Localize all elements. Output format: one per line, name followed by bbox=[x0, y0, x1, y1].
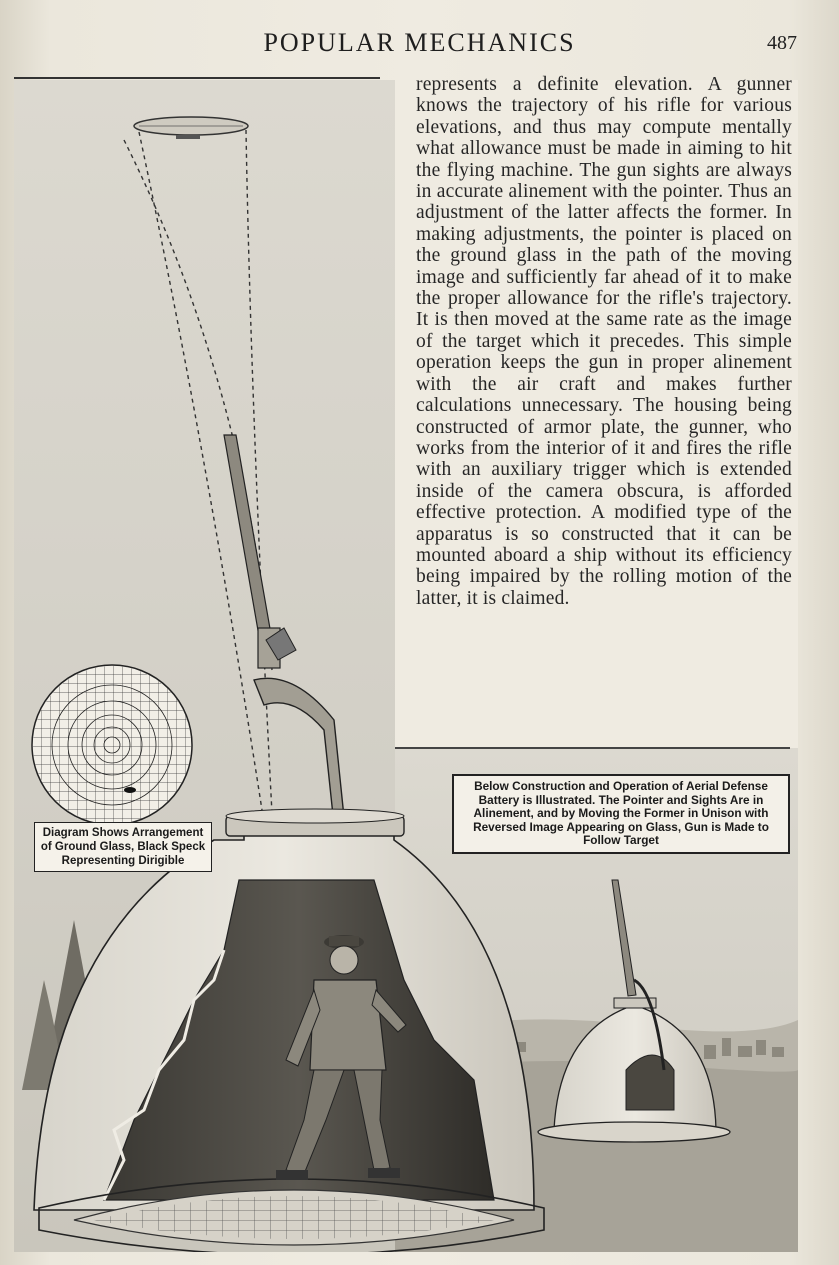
main-illustration-caption: Below Construction and Operation of Aerial Defense Battery is Illustrated. The Pointer and Sights Are in Alinement, and by Moving the Former in Unison with Reversed Image Appearing on Glass, Gun is Made to Follow Target bbox=[452, 774, 790, 854]
article-body-text: represents a definite elevation. A gunner knows the trajectory of his rifle for various elevations, and thus may compute mentally what allowance must be made in aiming to hit the flying machine. The gun sights are always in accurate alinement with the pointer. Thus an adjustment of the latter affects the former. In making adjustments, the pointer is placed on the ground glass in the path of the moving image and sufficiently far ahead of it to make the proper allowance for the rifle's trajectory. It is then moved at the same rate as the image of the target which it precedes. This simple operation keeps the gun in proper alinement with the air craft and makes further calculations unnecessary. The housing being constructed of armor plate, the gunner, who works from the interior of it and fires the rifle with an auxiliary trigger which is extended inside of the camera obscura, is afforded effective protection. A modified type of the apparatus is so constructed that it can be mounted aboard a ship without its efficiency being impaired by the rolling motion of the latter, it is claimed. bbox=[416, 74, 792, 609]
header-rule bbox=[14, 77, 380, 79]
illustration-rule bbox=[395, 747, 790, 749]
ground-glass-diagram bbox=[32, 665, 192, 825]
page-number: 487 bbox=[767, 32, 797, 54]
diagram-caption: Diagram Shows Arrangement of Ground Glass, Black Speck Representing Dirigible bbox=[34, 822, 212, 872]
dirigible-speck bbox=[124, 787, 136, 793]
page-header-title: POPULAR MECHANICS bbox=[263, 28, 576, 57]
